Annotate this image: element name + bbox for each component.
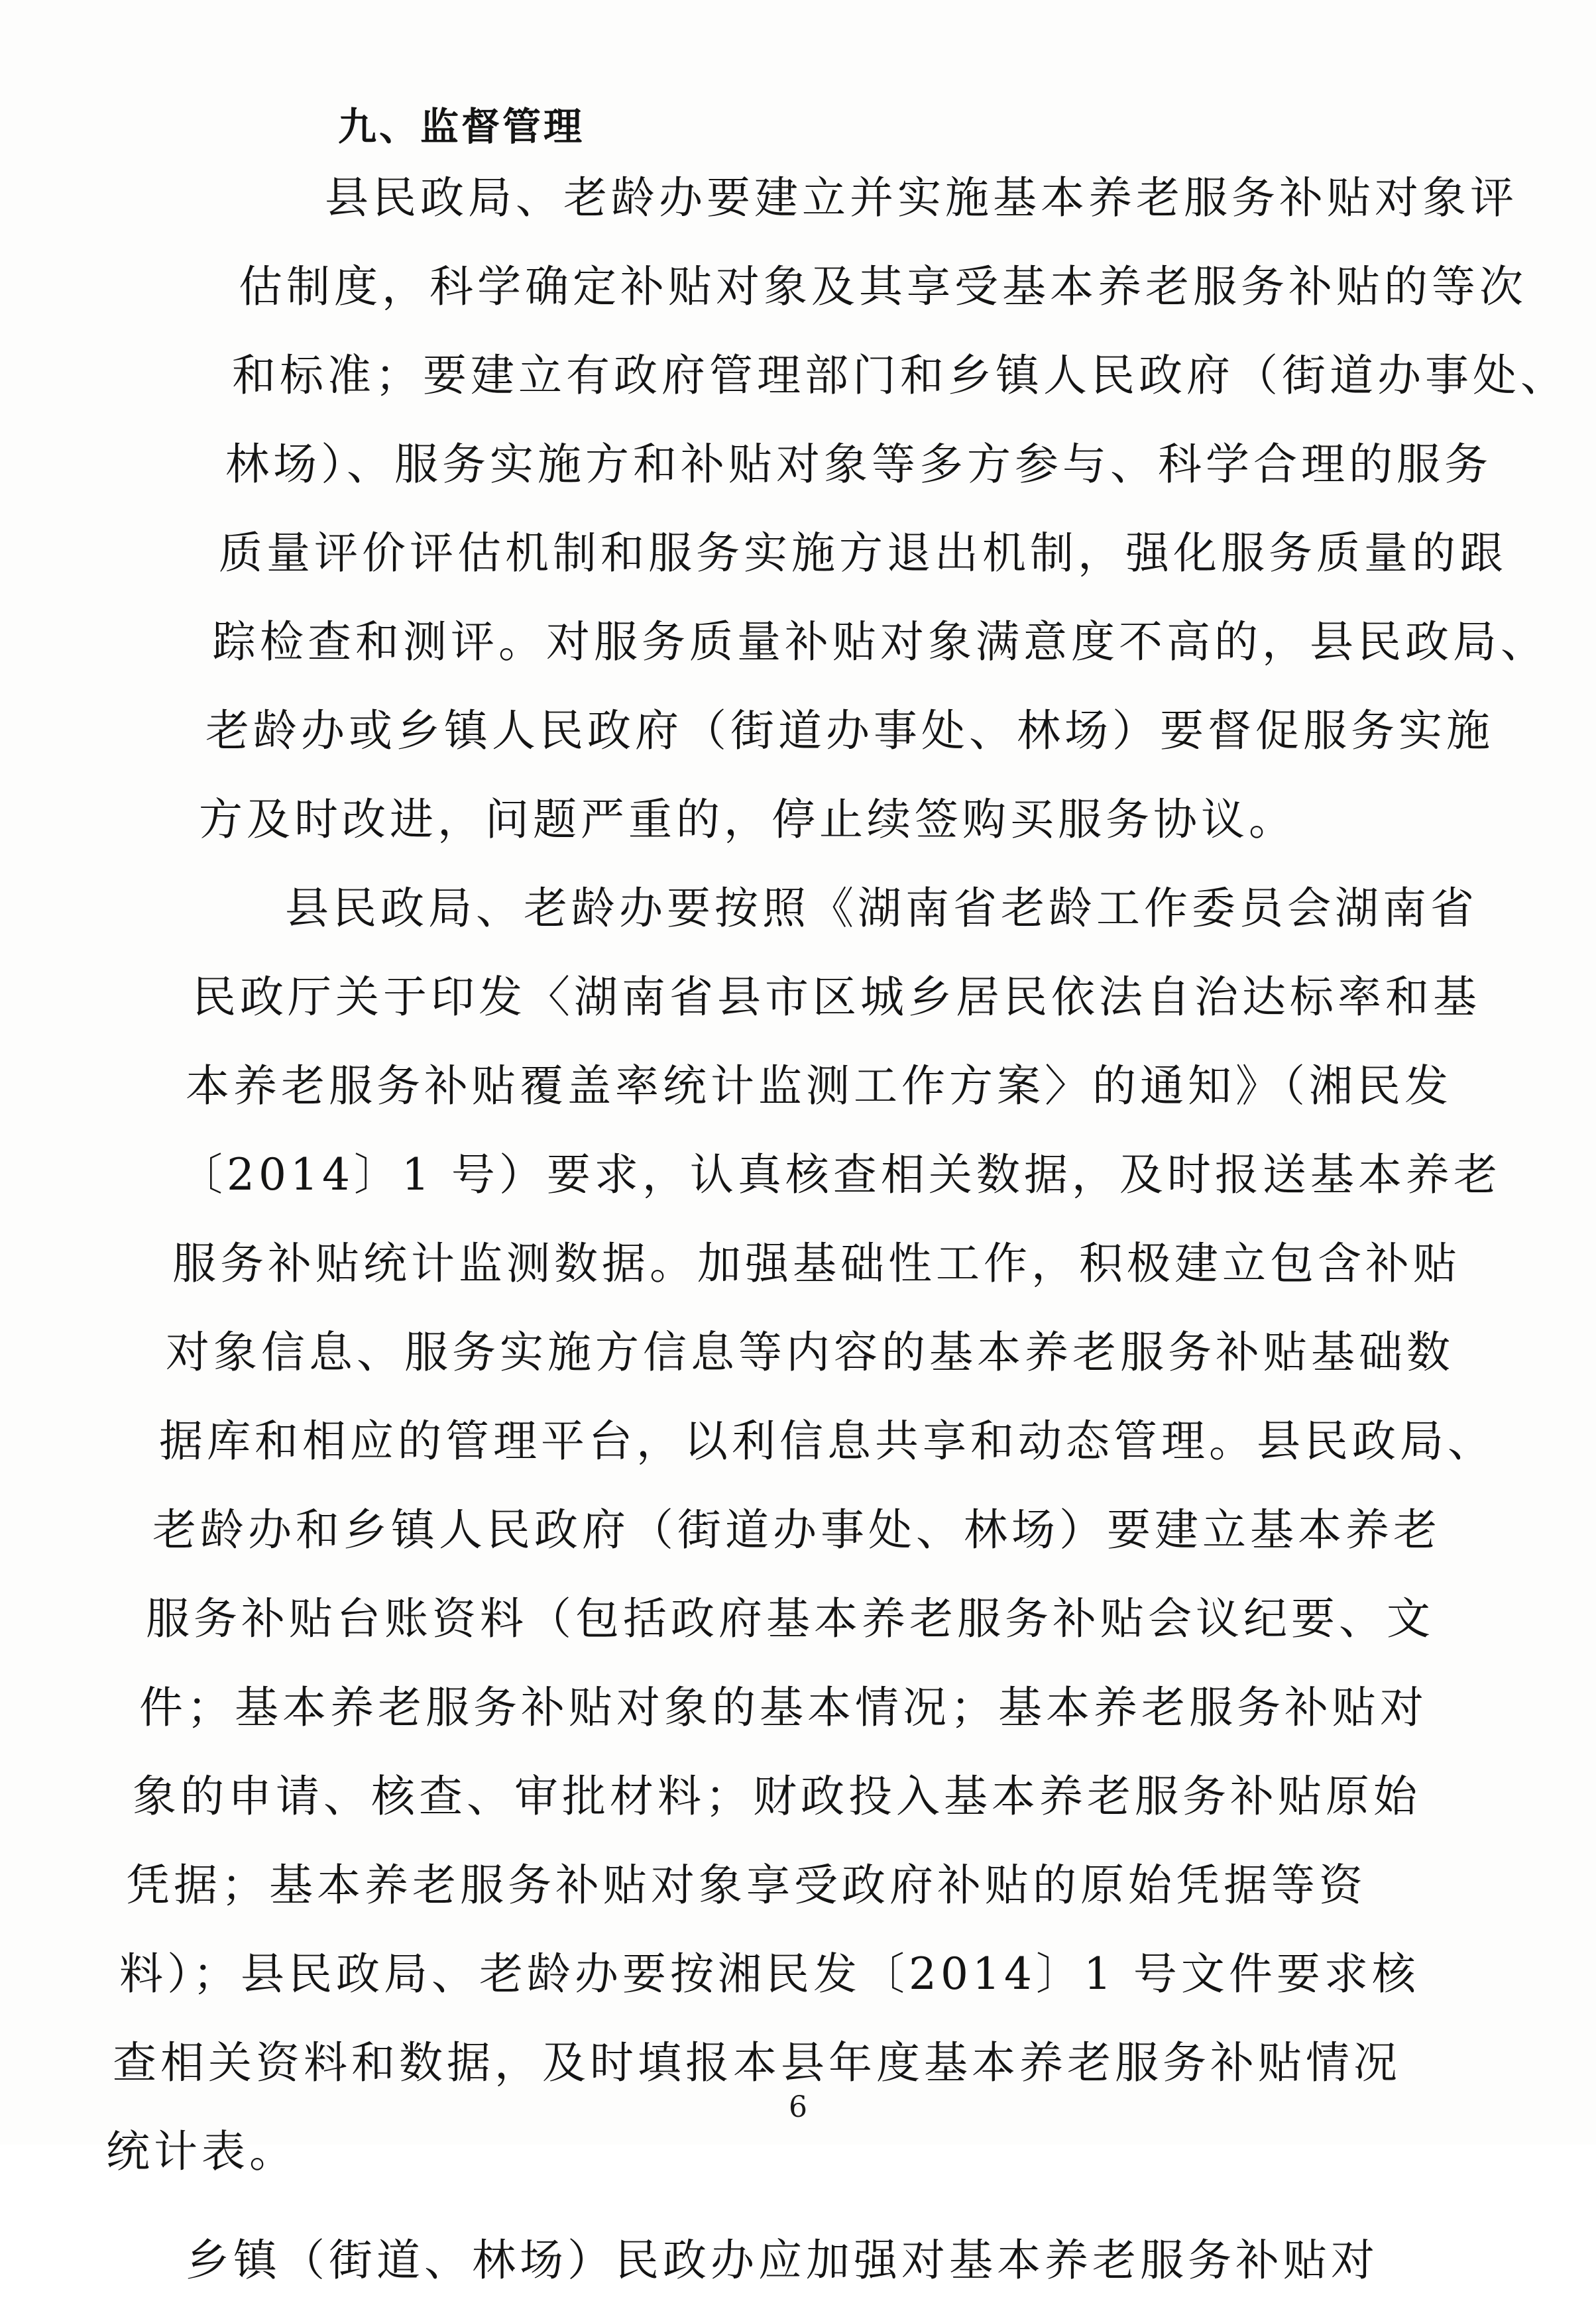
text-line: 和标准；要建立有政府管理部门和乡镇人民政府（街道办事处、 (232, 350, 1568, 401)
text-line: 本养老服务补贴覆盖率统计监测工作方案〉的通知》（湘民发 (186, 1060, 1452, 1111)
text-line: 县民政局、老龄办要建立并实施基本养老服务补贴对象评 (325, 172, 1518, 223)
text-line: 质量评价评估机制和服务实施方退出机制，强化服务质量的跟 (219, 528, 1507, 579)
text-line: 老龄办或乡镇人民政府（街道办事处、林场）要督促服务实施 (205, 705, 1494, 756)
section-heading: 九、监督管理 (338, 104, 585, 149)
text-line: 踪检查和测评。对服务质量补贴对象满意度不高的，县民政局、 (212, 616, 1548, 667)
text-line: 统计表。 (106, 2126, 297, 2177)
text-line: 查相关资料和数据，及时填报本县年度基本养老服务补贴情况 (113, 2037, 1401, 2088)
text-line: 服务补贴台账资料（包括政府基本养老服务补贴会议纪要、文 (146, 1593, 1434, 1644)
text-line: 件；基本养老服务补贴对象的基本情况；基本养老服务补贴对 (139, 1682, 1428, 1733)
text-line: 料）；县民政局、老龄办要按湘民发〔2014〕1 号文件要求核 (119, 1948, 1420, 1999)
text-line: 方及时改进，问题严重的，停止续签购买服务协议。 (199, 794, 1296, 845)
document-body (106, 99, 1568, 2305)
text-line: 老龄办和乡镇人民政府（街道办事处、林场）要建立基本养老 (152, 1504, 1441, 1555)
text-line: 民政厅关于印发〈湖南省县市区城乡居民依法自治达标率和基 (192, 972, 1481, 1023)
text-line: 乡镇（街道、林场）民政办应加强对基本养老服务补贴对 (186, 2235, 1379, 2286)
text-line: 象的申请、核查、审批材料；财政投入基本养老服务补贴原始 (133, 1771, 1421, 1822)
text-line: 对象信息、服务实施方信息等内容的基本养老服务补贴基础数 (166, 1327, 1454, 1378)
text-line: 县民政局、老龄办要按照《湖南省老龄工作委员会湖南省 (285, 883, 1478, 934)
text-line: 〔2014〕1 号）要求，认真核查相关数据，及时报送基本养老 (179, 1149, 1501, 1200)
text-line: 凭据；基本养老服务补贴对象享受政府补贴的原始凭据等资 (126, 1860, 1367, 1911)
text-line: 估制度，科学确定补贴对象及其享受基本养老服务补贴的等次 (239, 261, 1527, 312)
text-line: 据库和相应的管理平台，以利信息共享和动态管理。县民政局、 (159, 1416, 1495, 1467)
paragraph-gap (106, 2196, 1511, 2216)
page-number: 6 (789, 2090, 807, 2124)
text-line: 服务补贴统计监测数据。加强基础性工作，积极建立包含补贴 (172, 1238, 1461, 1289)
text-line: 林场）、服务实施方和补贴对象等多方参与、科学合理的服务 (225, 439, 1492, 490)
